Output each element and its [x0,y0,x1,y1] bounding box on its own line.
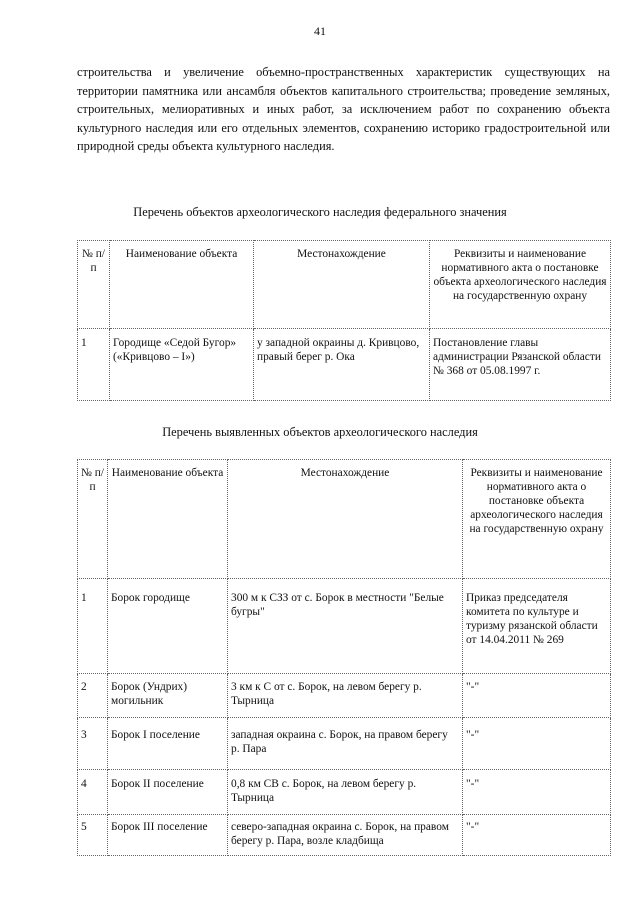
cell-location: 0,8 км СВ с. Борок, на левом берегу р. Тырница [228,770,463,815]
cell-location: 300 м к СЗЗ от с. Борок в местности "Белые бугры" [228,579,463,674]
header-name: Наименование объекта [110,241,254,329]
cell-name: Городище «Седой Бугор» («Кривцово – I») [110,329,254,401]
header-location: Местонахождение [254,241,430,329]
table-row [78,674,611,718]
federal-objects-heading: Перечень объектов археологического наследия федерального значения [133,205,507,219]
header-num: № п/п [78,460,108,579]
cell-name: Борок (Ундрих) могильник [108,674,228,718]
cell-name: Борок III поселение [108,815,228,856]
cell-act: "-" [463,674,611,718]
table-row [78,770,611,815]
cell-location: северо-западная окраина с. Борок, на правом берегу р. Пара, возле кладбища [228,815,463,856]
cell-num: 5 [78,815,108,856]
cell-act: "-" [463,770,611,815]
cell-name: Борок I поселение [108,718,228,770]
cell-act: "-" [463,815,611,856]
cell-name: Борок городище [108,579,228,674]
table-row [78,718,611,770]
cell-num: 1 [78,579,108,674]
federal-objects-table [77,240,611,401]
cell-name: Борок II поселение [108,770,228,815]
cell-num: 1 [78,329,110,401]
intro-paragraph: строительства и увеличение объемно-пространственных характеристик существующих на территории памятника или ансамбля объектов капитального строительства; проведение земляных, строительных, мелиоративных и иных работ, за исключением работ по сохранению объекта культурного наследия или его отдельных элементов, сохранению историко градостроительной или природной среды объекта культурного наследия. [77,65,610,154]
header-num: № п/п [78,241,110,329]
header-act: Реквизиты и наименование нормативного акта о постановке объекта археологического наследия на государственную охрану [430,241,611,329]
table-row [78,579,611,674]
table-row [78,815,611,856]
cell-location: 3 км к С от с. Борок, на левом берегу р. Тырница [228,674,463,718]
cell-act: Постановление главы администрации Рязанской области № 368 от 05.08.1997 г. [430,329,611,401]
cell-location: западная окраина с. Борок, на правом берегу р. Пара [228,718,463,770]
cell-num: 2 [78,674,108,718]
cell-location: у западной окраины д. Кривцово, правый берег р. Ока [254,329,430,401]
cell-num: 4 [78,770,108,815]
cell-act: Приказ председателя комитета по культуре и туризму рязанской области от 14.04.2011 № 269 [463,579,611,674]
header-act: Реквизиты и наименование нормативного акта о постановке объекта археологического наследия на государственную охрану [463,460,611,579]
header-name: Наименование объекта [108,460,228,579]
table-header-row [78,241,611,329]
page-number: 41 [314,24,326,38]
identified-objects-heading: Перечень выявленных объектов археологического наследия [162,425,478,439]
cell-act: "-" [463,718,611,770]
table-header-row [78,460,611,579]
table-row [78,329,611,401]
identified-objects-table [77,459,611,856]
header-location: Местонахождение [228,460,463,579]
cell-num: 3 [78,718,108,770]
